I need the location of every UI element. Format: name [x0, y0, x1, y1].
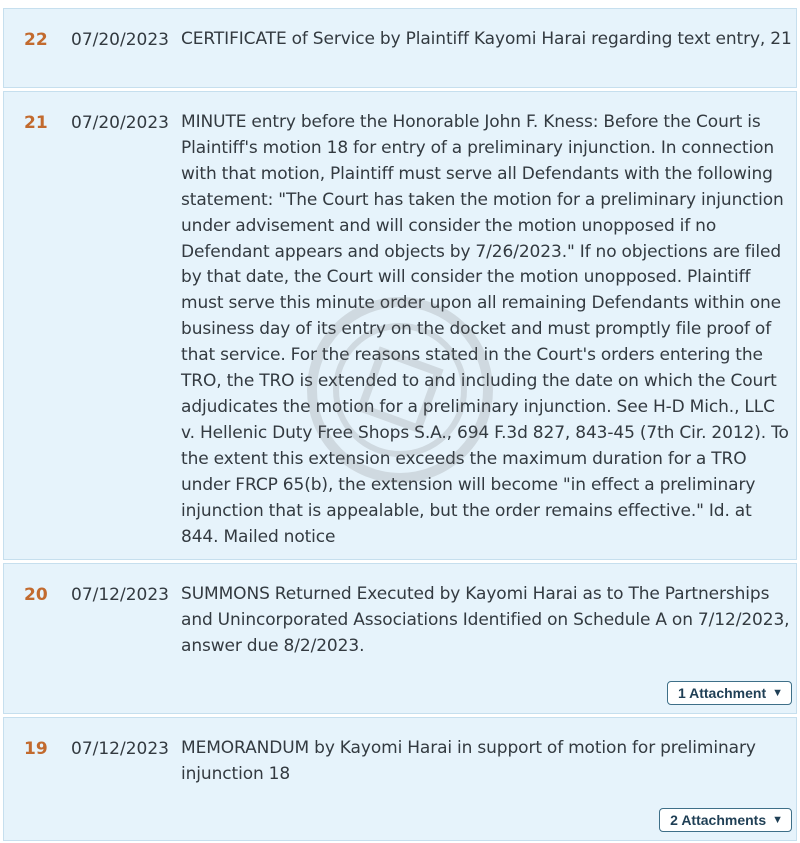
docket-entry-19 — [3, 717, 797, 841]
entry-description: SUMMONS Returned Executed by Kayomi Harai as to The Partnerships and Unincorporated Associations Identified on Schedule A on 7/12/2023, answer due 8/2/2023. — [181, 584, 790, 656]
entry-number: 22 — [24, 30, 48, 50]
attachments-toggle-button[interactable] — [667, 681, 792, 705]
entry-number: 21 — [24, 113, 48, 133]
entry-date: 07/12/2023 — [71, 585, 169, 605]
entry-date: 07/20/2023 — [71, 113, 169, 133]
docket-entry-20 — [3, 563, 797, 714]
attachments-label: 1 Attachment — [677, 685, 767, 701]
entry-date: 07/20/2023 — [71, 30, 169, 50]
caret-down-icon: ▼ — [772, 814, 783, 826]
caret-down-icon: ▼ — [772, 687, 783, 699]
attachments-toggle-button[interactable] — [659, 808, 792, 832]
entry-description: MEMORANDUM by Kayomi Harai in support of motion for preliminary injunction 18 — [181, 738, 756, 784]
entry-description: MINUTE entry before the Honorable John F. Kness: Before the Court is Plaintiff's motion 18 for entry of a preliminary injunction. In connection with that motion, Plaintiff must serve all Defendants with the following statement: "The Court has taken the motion for a preliminary injunction under advisement and will consider the motion unopposed if no Defendant appears and objects by 7/26/2023." If no objections are filed by that date, the Court will consider the motion unopposed. Plaintiff must serve this minute order upon all remaining Defendants within one business day of its entry on the docket and must promptly file proof of that service. For the reasons stated in the Court's orders entering the TRO, the TRO is extended to and including the date on which the Court adjudicates the motion for a preliminary injunction. See H-D Mich., LLC v. Hellenic Duty Free Shops S.A., 694 F.3d 827, 843-45 (7th Cir. 2012). To the extent this extension exceeds the maximum duration for a TRO under FRCP 65(b), the extension will become "in effect a preliminary injunction that is appealable, but the order remains effective." Id. at 844. Mailed notice — [181, 112, 789, 547]
entry-date: 07/12/2023 — [71, 739, 169, 759]
docket-entry-22 — [3, 8, 797, 88]
attachments-label: 2 Attachments — [670, 812, 767, 828]
docket-entry-21 — [3, 91, 797, 560]
entry-number: 19 — [24, 739, 48, 759]
entry-number: 20 — [24, 585, 48, 605]
entry-description: CERTIFICATE of Service by Plaintiff Kayomi Harai regarding text entry, 21 — [181, 29, 792, 49]
